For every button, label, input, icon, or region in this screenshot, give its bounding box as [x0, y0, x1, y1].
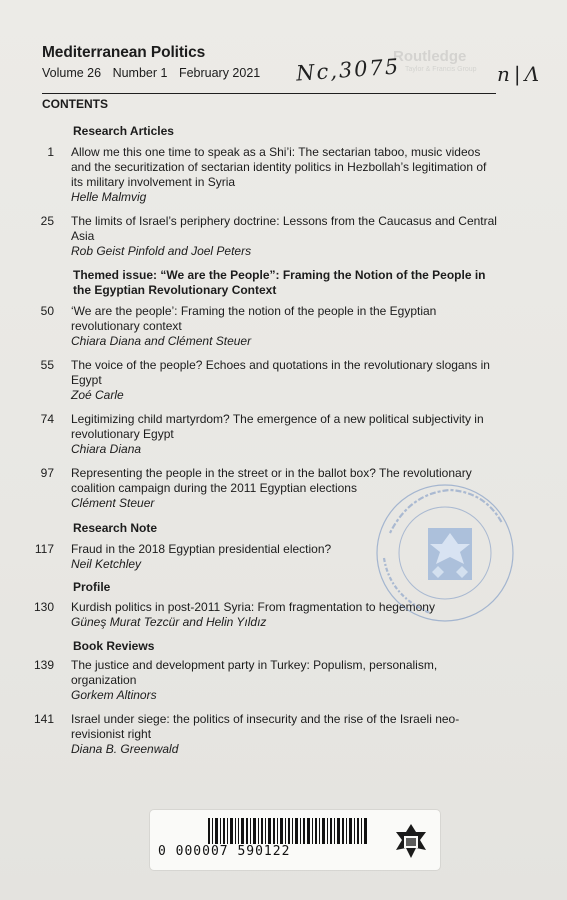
header-rule [42, 93, 496, 94]
library-stamp-icon [370, 478, 520, 628]
entry-page: 55 [40, 358, 54, 372]
issue-date: February 2021 [178, 66, 261, 80]
journal-title: Mediterranean Politics [42, 44, 206, 61]
entry-page: 139 [33, 658, 54, 672]
entry-author: Neil Ketchley [71, 557, 142, 571]
entry-title: Representing the people in the street or in the ballot box? The revolutionary coalition campaign during the 2011 Egyptian elections [71, 466, 472, 495]
section-themed-issue: Themed issue: “We are the People”: Framing the Notion of the People in the Egyptian Revolutionary Context [73, 268, 486, 297]
entry-title: The limits of Israel’s periphery doctrine: Lessons from the Caucasus and Central Asia [71, 214, 497, 243]
entry-page: 141 [33, 712, 54, 726]
contents-heading: CONTENTS [42, 97, 108, 111]
issue-line [42, 66, 268, 80]
entry-title: Fraud in the 2018 Egyptian presidential election? [71, 542, 332, 556]
entry-title: Israel under siege: the politics of insecurity and the rise of the Israeli neo-revisionist right [71, 712, 460, 741]
publisher-logo: Routledge [393, 48, 467, 65]
entry-title: The justice and development party in Turkey: Populism, personalism, organization [71, 658, 438, 687]
section-book-reviews: Book Reviews [73, 639, 155, 653]
entry-author: Chiara Diana [71, 442, 142, 456]
entry-author: Güneş Murat Tezcür and Helin Yıldız [71, 615, 267, 629]
entry-author: Helle Malmvig [71, 190, 147, 204]
entry-page: 97 [40, 466, 54, 480]
section-profile: Profile [73, 580, 111, 594]
handwritten-code: Nc,3075 [295, 54, 401, 86]
publisher-subtitle: Taylor & Francis Group [405, 66, 477, 73]
entry-author: Gorkem Altinors [71, 688, 157, 702]
barcode-label [150, 810, 440, 870]
section-research-note: Research Note [73, 521, 158, 535]
entry-title: Allow me this one time to speak as a Shi’i: The sectarian taboo, music videos and the securitization of sectarian identity politics in Hezbollah’s legitimation of its military involvement in Syria [71, 145, 487, 189]
entry-page: 50 [40, 304, 54, 318]
entry-page: 25 [40, 214, 54, 228]
section-research-articles: Research Articles [73, 124, 174, 138]
entry-author: Chiara Diana and Clément Steuer [71, 334, 252, 348]
barcode-number: 0 000007 590122 [158, 844, 291, 859]
entry-title: ‘We are the people’: Framing the notion of the people in the Egyptian revolutionary context [71, 304, 437, 333]
entry-page: 130 [33, 600, 54, 614]
barcode-bars [208, 818, 378, 844]
entry-page: 1 [47, 145, 54, 159]
entry-title: Kurdish politics in post-2011 Syria: From fragmentation to hegemony [71, 600, 435, 614]
library-logo-icon [390, 822, 432, 862]
entry-page: 74 [40, 412, 54, 426]
entry-page: 117 [34, 542, 54, 556]
entry-author: Clément Steuer [71, 496, 155, 510]
volume: Volume 26 [42, 66, 102, 80]
entry-author: Zoé Carle [71, 388, 124, 402]
entry-title: The voice of the people? Echoes and quotations in the revolutionary slogans in Egypt [71, 358, 490, 387]
entry-title: Legitimizing child martyrdom? The emergence of a new political subjectivity in revolutionary Egypt [71, 412, 484, 441]
issue-number: Number 1 [112, 66, 168, 80]
entry-author: Rob Geist Pinfold and Joel Peters [71, 244, 252, 258]
entry-author: Diana B. Greenwald [71, 742, 179, 756]
handwritten-mark: n|Λ [497, 62, 544, 86]
